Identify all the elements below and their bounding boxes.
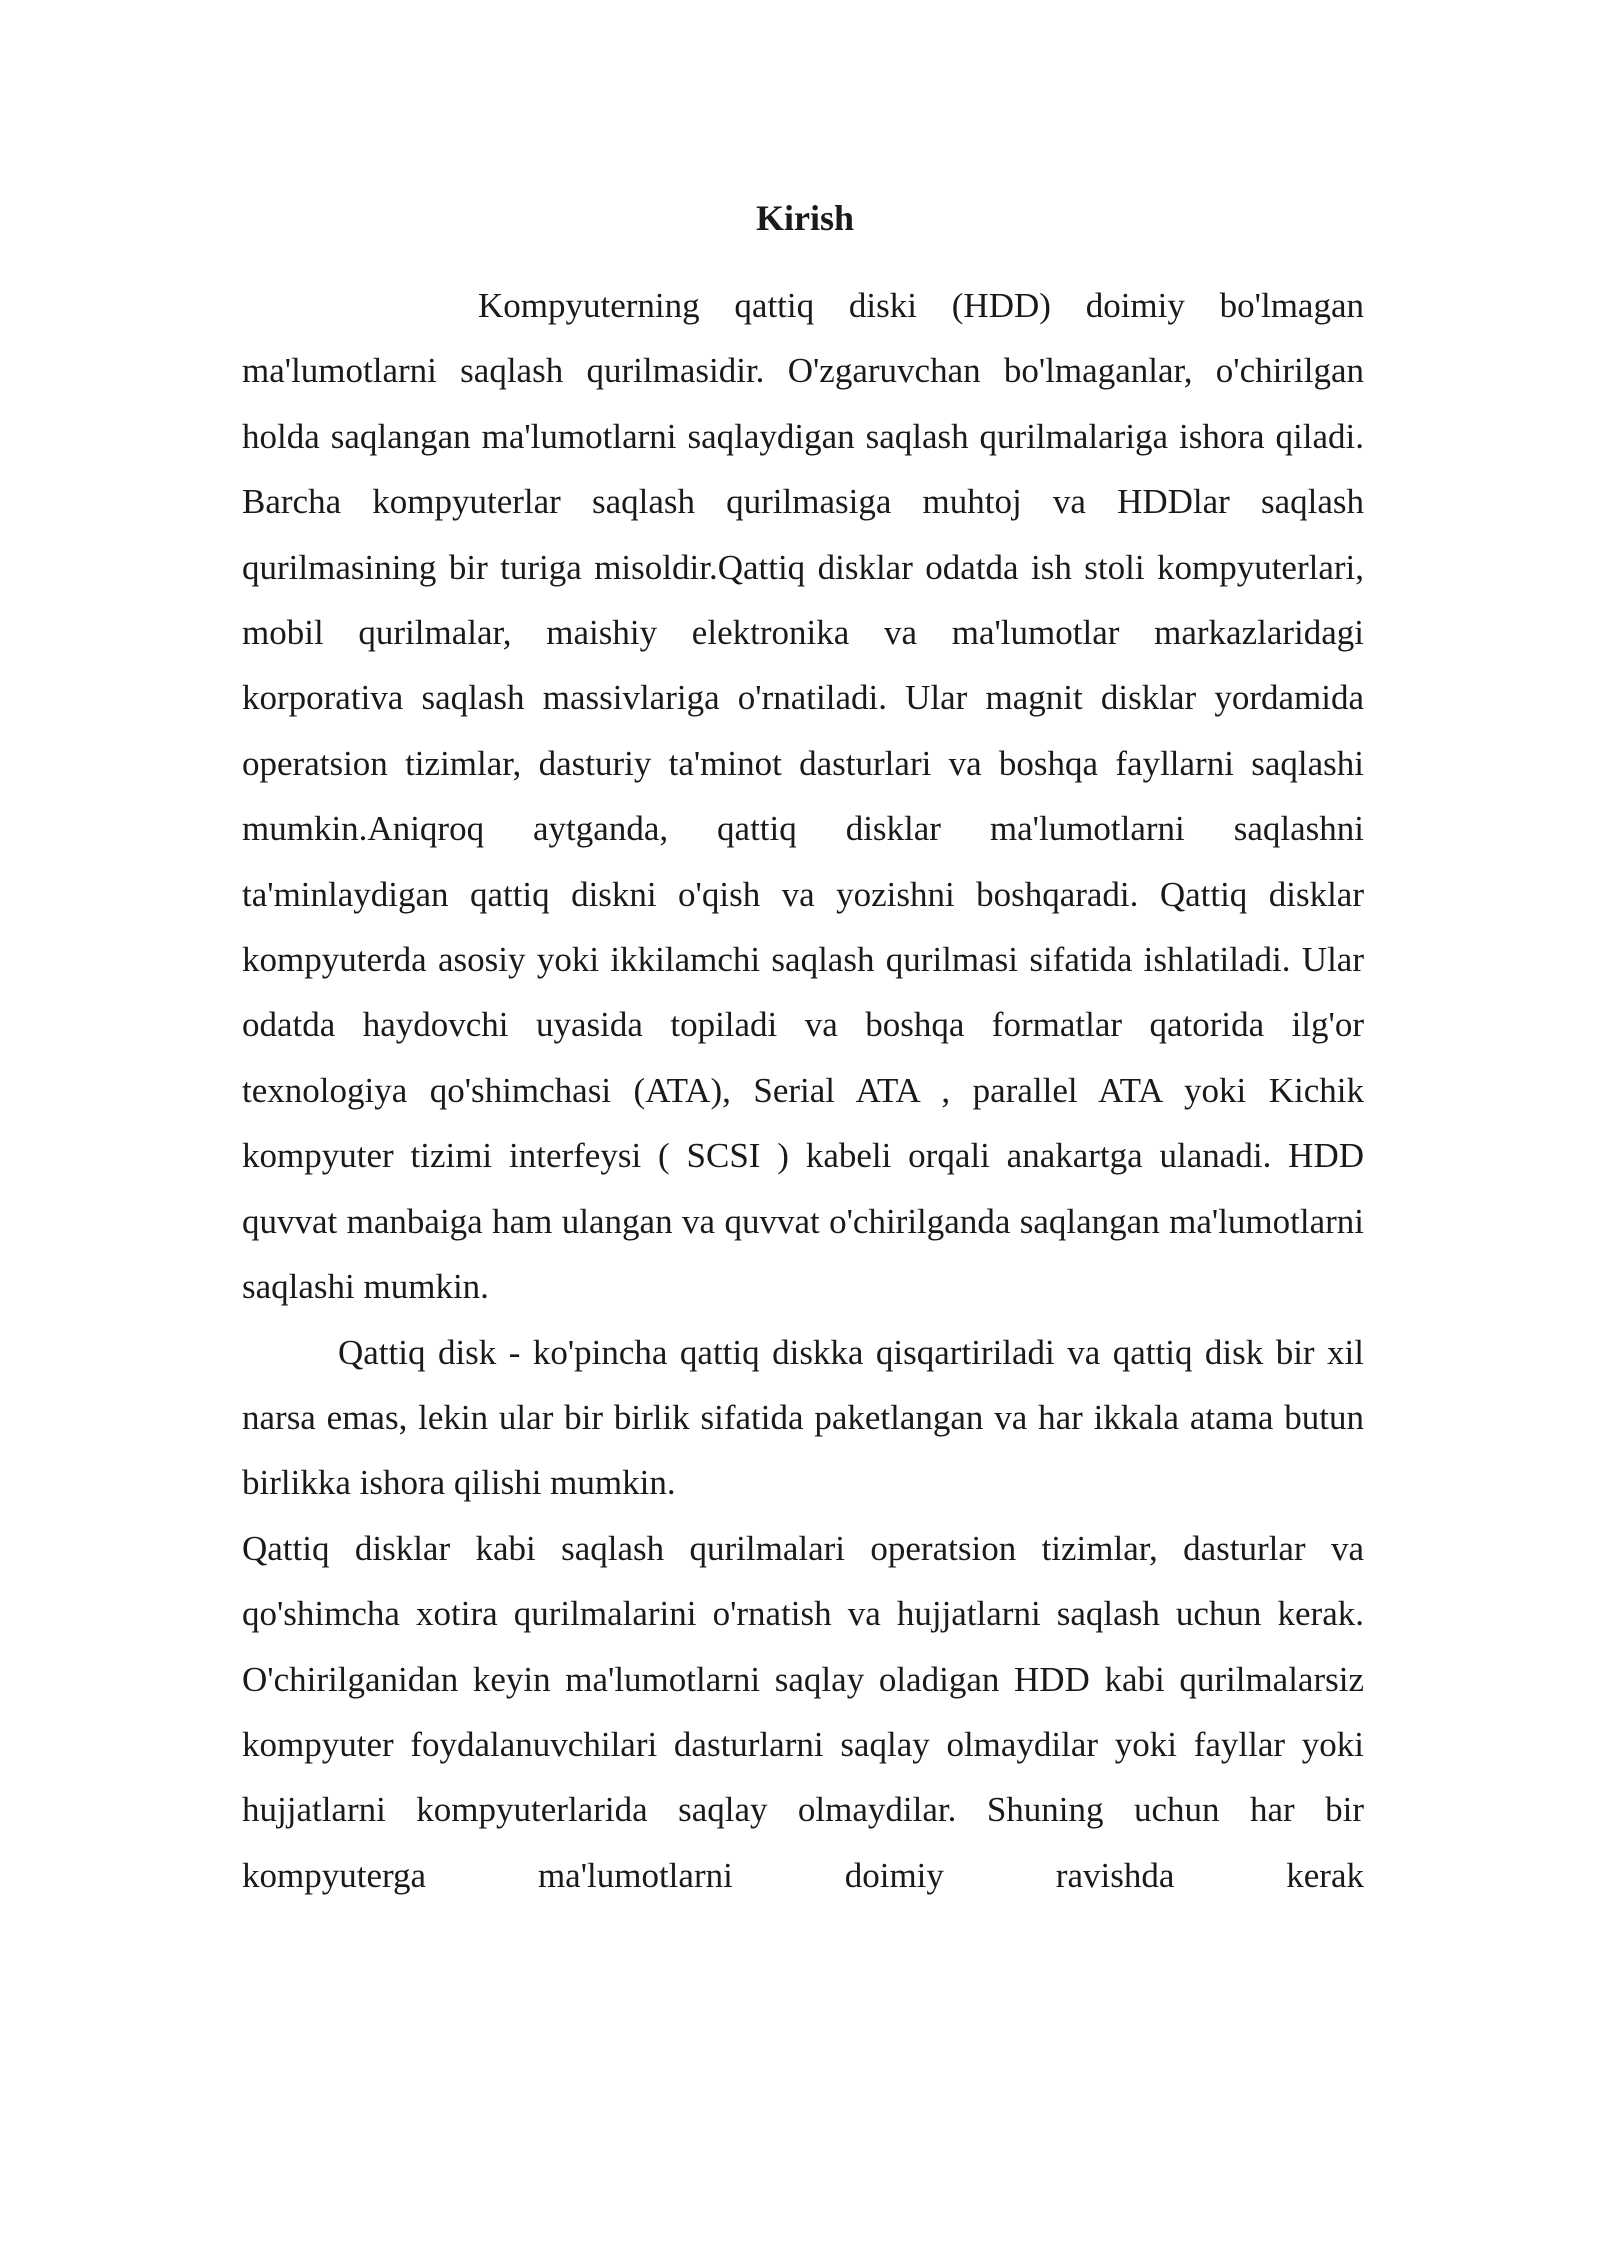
document-title: Kirish [755,198,854,238]
document-body [242,186,1364,1908]
paragraph-3: Qattiq disklar kabi saqlash qurilmalari operatsion tizimlar, dasturlar va qo'shimcha xotira qurilmalarini o'rnatish va hujjatlarni saqlash uchun kerak. O'chirilganidan keyin ma'lumotlarni saqlay oladigan HDD kabi qurilmalarsiz kompyuter foydalanuvchilari dasturlarni saqlay olmaydilar yoki fayllar yoki hujjatlarni kompyuterlarida saqlay olmaydilar. Shuning uchun har bir kompyuterga ma'lumotlarni doimiy ravishda kerak [242,1528,1364,1895]
paragraph-1: Kompyuterning qattiq diski (HDD) doimiy bo'lmagan ma'lumotlarni saqlash qurilmasidir. O'zgaruvchan bo'lmaganlar, o'chirilgan holda saqlangan ma'lumotlarni saqlaydigan saqlash qurilmalariga ishora qiladi. Barcha kompyuterlar saqlash qurilmasiga muhtoj va HDDlar saqlash qurilmasining bir turiga misoldir.Qattiq disklar odatda ish stoli kompyuterlari, mobil qurilmalar, maishiy elektronika va ma'lumotlar markazlaridagi korporativa saqlash massivlariga o'rnatiladi. Ular magnit disklar yordamida operatsion tizimlar, dasturiy ta'minot dasturlari va boshqa fayllarni saqlashi mumkin.Aniqroq aytganda, qattiq disklar ma'lumotlarni saqlashni ta'minlaydigan qattiq diskni o'qish va yozishni boshqaradi. Qattiq disklar kompyuterda asosiy yoki ikkilamchi saqlash qurilmasi sifatida ishlatiladi. Ular odatda haydovchi uyasida topiladi va boshqa formatlar qatorida ilg'or texnologiya qo'shimchasi (ATA), Serial ATA , parallel ATA yoki Kichik kompyuter tizimi interfeysi ( SCSI ) kabeli orqali anakartga ulanadi. HDD quvvat manbaiga ham ulangan va quvvat o'chirilganda saqlangan ma'lumotlarni saqlashi mumkin. [242,286,1364,1307]
paragraph-2: Qattiq disk - ko'pincha qattiq diskka qisqartiriladi va qattiq disk bir xil narsa emas, lekin ular bir birlik sifatida paketlangan va har ikkala atama butun birlikka ishora qilishi mumkin. [242,1332,1364,1503]
